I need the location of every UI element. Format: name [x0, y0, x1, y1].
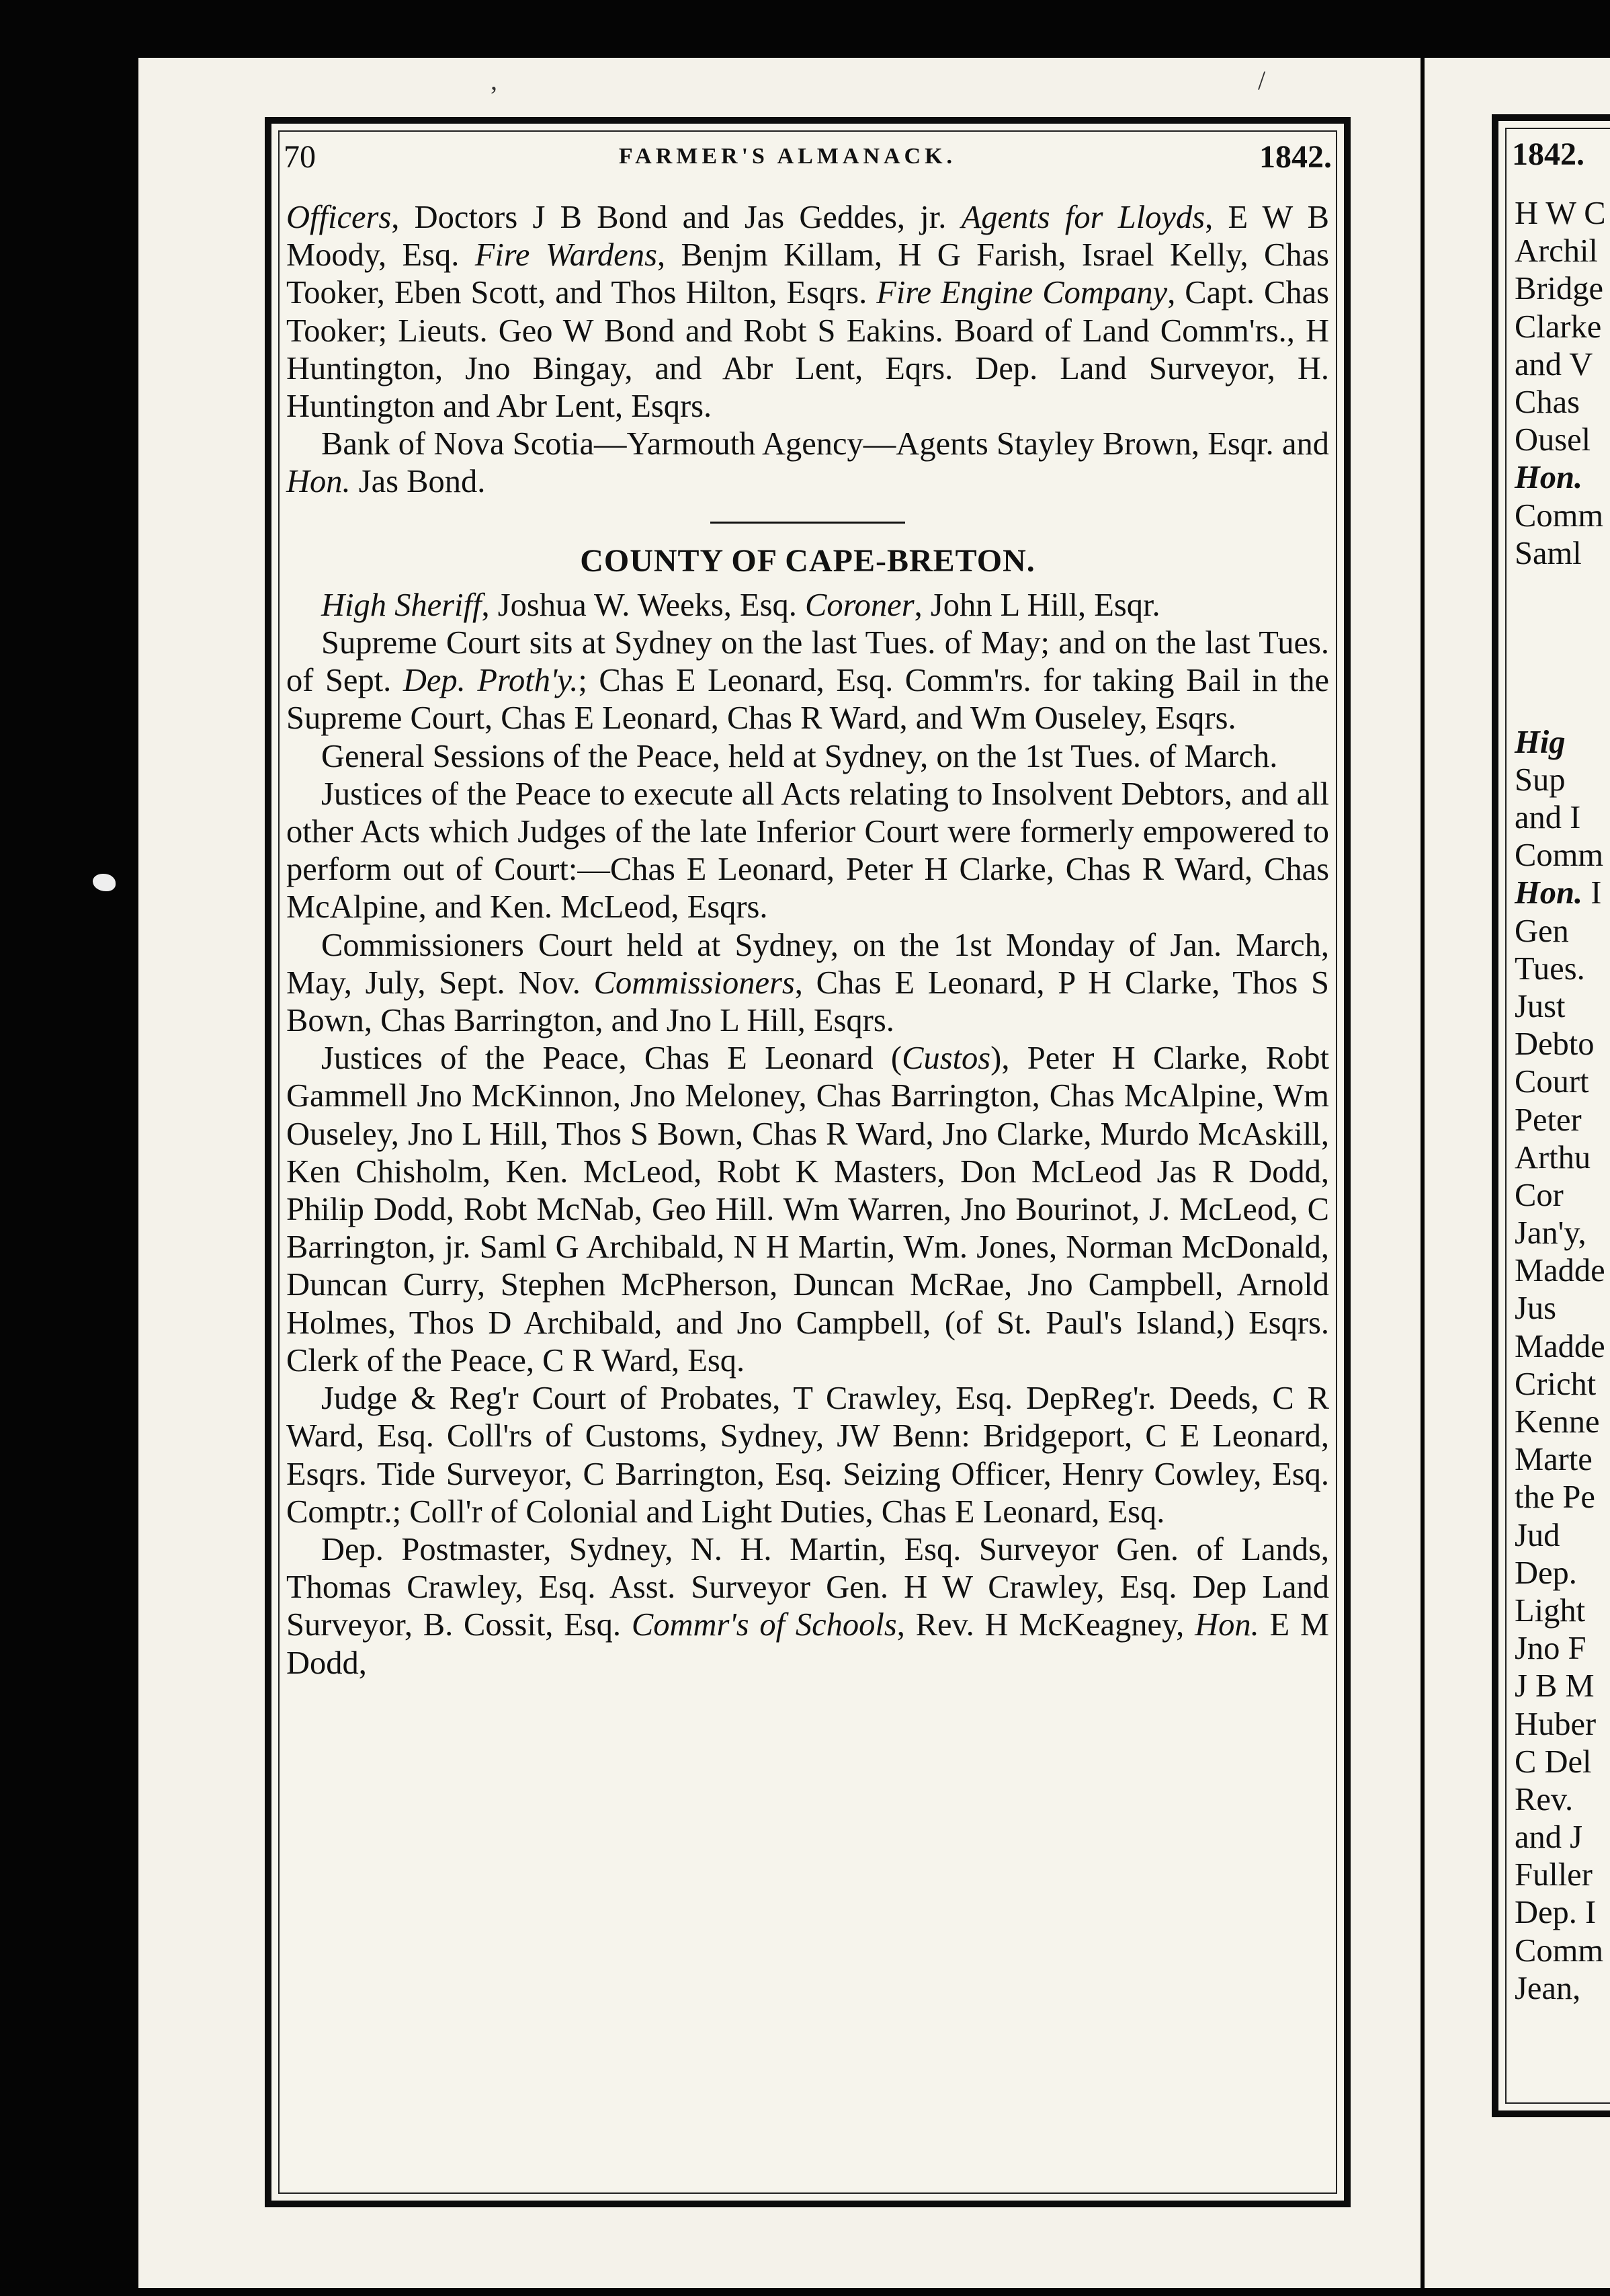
section-divider	[710, 522, 905, 524]
line-fragment	[1515, 573, 1610, 610]
line-fragment: Cor	[1515, 1177, 1564, 1213]
line-fragment: Bridge	[1515, 271, 1604, 307]
paragraph: Commissioners Court held at Sydney, on the 1st Monday of Jan. March, May, July, Sept. Nov. Commissioners, Chas E Leonard, P H Clarke, Thos S Bown, Chas Barrington, and Jno L Hill, Esqrs.	[286, 927, 1329, 1039]
line-fragment: C Del	[1515, 1744, 1592, 1780]
header-year: 1842.	[1259, 138, 1332, 175]
line-fragment	[1515, 686, 1610, 723]
paragraph: Supreme Court sits at Sydney on the last Tues. of May; and on the last Tues. of Sept. Dep. Proth'y.; Chas E Leonard, Esq. Comm'rs. for taking Bail in the Supreme Court, Chas E Leonard, Chas R Ward, and Wm Ouseley, Esqrs.	[286, 625, 1329, 737]
line-fragment: Debto	[1515, 1026, 1595, 1063]
right-page-fragments	[1515, 195, 1610, 2008]
running-header	[284, 133, 1332, 180]
line-fragment: and V	[1515, 346, 1593, 382]
line-fragment: Madde	[1515, 1253, 1605, 1289]
page-number: 70	[284, 138, 316, 175]
line-fragment: Sup	[1515, 762, 1566, 798]
right-header-year: 1842.	[1512, 136, 1584, 172]
line-fragment: Peter	[1515, 1102, 1582, 1138]
line-fragment: Kenne	[1515, 1404, 1600, 1440]
line-fragment: Jud	[1515, 1517, 1560, 1553]
paper-speck	[93, 874, 116, 891]
paragraph: High Sheriff, Joshua W. Weeks, Esq. Coroner, John L Hill, Esqr.	[321, 587, 1160, 623]
line-fragment: Jan'y,	[1515, 1215, 1586, 1252]
right-page-frame	[1492, 114, 1610, 2117]
line-fragment: Hig	[1515, 724, 1566, 760]
margin-mark: ,	[491, 65, 497, 95]
line-fragment: Comm	[1515, 1932, 1604, 1969]
running-title: FARMER'S ALMANACK.	[618, 144, 957, 169]
paragraph: Bank of Nova Scotia—Yarmouth Agency—Agents Stayley Brown, Esqr. and Hon. Jas Bond.	[286, 426, 1329, 500]
line-fragment: Ousel	[1515, 422, 1591, 458]
county-heading: COUNTY OF CAPE-BRETON.	[580, 542, 1035, 579]
paragraph: Justices of the Peace, Chas E Leonard (Custos), Peter H Clarke, Robt Gammell Jno McKinnon, Jno Meloney, Chas Barrington, Chas McAlpine, Wm Ouseley, Jno L Hill, Thos S Bown, Chas R Ward, Jno Clarke, Murdo McAskill, Ken Chisholm, Ken. McLeod, Robt K Masters, Don McLeod Jas R Dodd, Philip Dodd, Robt McNab, Geo Hill. Wm Warren, Jno Bourinot, J. McLeod, C Barrington, jr. Saml G Archibald, N H Martin, Wm. Jones, Norman McDonald, Duncan Curry, Stephen McPherson, Duncan McRae, Jno Campbell, Arnold Holmes, Thos D Archibald, and Jno Campbell, (of St. Paul's Island,) Esqrs. Clerk of the Peace, C R Ward, Esq.	[286, 1040, 1329, 1379]
line-fragment: Chas	[1515, 384, 1580, 420]
line-fragment: Comm	[1515, 837, 1604, 874]
line-fragment: Fuller	[1515, 1857, 1593, 1893]
line-fragment	[1515, 610, 1610, 648]
line-fragment: Madde	[1515, 1328, 1605, 1364]
left-page-frame	[265, 117, 1351, 2207]
paragraph: General Sessions of the Peace, held at Sydney, on the 1st Tues. of March.	[321, 738, 1278, 774]
line-fragment: Dep.	[1515, 1555, 1577, 1591]
line-fragment: Light	[1515, 1592, 1586, 1629]
line-fragment: Dep. I	[1515, 1895, 1597, 1931]
page-body	[286, 199, 1329, 1682]
margin-mark: /	[1258, 65, 1266, 95]
line-fragment: Rev.	[1515, 1781, 1574, 1817]
line-fragment	[1515, 648, 1610, 686]
paragraph: Justices of the Peace to execute all Acts relating to Insolvent Debtors, and all other Acts which Judges of the late Inferior Court were formerly empowered to perform out of Court:—Chas E Leonard, Peter H Clarke, Chas R Ward, Chas McAlpine, and Ken. McLeod, Esqrs.	[286, 776, 1329, 926]
line-fragment: and J	[1515, 1819, 1583, 1856]
paragraph: Officers, Doctors J B Bond and Jas Geddes, jr. Agents for Lloyds, E W B Moody, Esq. Fire Wardens, Benjm Killam, H G Farish, Israel Kelly, Chas Tooker, Eben Scott, and Thos Hilton, Esqrs. Fire Engine Company, Capt. Chas Tooker; Lieuts. Geo W Bond and Robt S Eakins. Board of Land Comm'rs., H Huntington, Jno Bingay, and Abr Lent, Eqrs. Dep. Land Surveyor, H. Huntington and Abr Lent, Esqrs.	[286, 200, 1329, 425]
line-fragment: Arthu	[1515, 1139, 1591, 1176]
line-fragment: Clarke	[1515, 309, 1602, 345]
line-fragment: Cricht	[1515, 1366, 1597, 1402]
line-fragment: Comm	[1515, 497, 1604, 534]
line-fragment: Hon. I	[1515, 875, 1602, 911]
line-fragment: Jean,	[1515, 1970, 1581, 2006]
line-fragment: and I	[1515, 800, 1581, 835]
line-fragment: Saml	[1515, 535, 1582, 571]
line-fragment: Court	[1515, 1064, 1589, 1100]
yarmouth-section	[286, 199, 1329, 501]
line-fragment: H W C	[1515, 196, 1606, 231]
cape-breton-section	[286, 587, 1329, 1682]
line-fragment: Archil	[1515, 233, 1598, 270]
line-fragment: J B M	[1515, 1668, 1595, 1705]
line-fragment: Jus	[1515, 1290, 1556, 1327]
line-fragment: Tues.	[1515, 950, 1585, 987]
line-fragment: Hon.	[1515, 460, 1583, 496]
line-fragment: the Pe	[1515, 1479, 1595, 1516]
line-fragment: Just	[1515, 988, 1566, 1024]
paragraph: Judge & Reg'r Court of Probates, T Crawley, Esq. DepReg'r. Deeds, C R Ward, Esq. Coll'rs of Customs, Sydney, JW Benn: Bridgeport, C E Leonard, Esqrs. Tide Surveyor, C Barrington, Esq. Seizing Officer, Henry Cowley, Esq. Comptr.; Coll'r of Colonial and Light Duties, Chas E Leonard, Esq.	[286, 1381, 1329, 1530]
line-fragment: Huber	[1515, 1706, 1597, 1742]
line-fragment: Marte	[1515, 1442, 1593, 1478]
line-fragment: Jno F	[1515, 1631, 1586, 1667]
paragraph: Dep. Postmaster, Sydney, N. H. Martin, Esq. Surveyor Gen. of Lands, Thomas Crawley, Esq. Asst. Surveyor Gen. H W Crawley, Esq. Dep Land Surveyor, B. Cossit, Esq. Commr's of Schools, Rev. H McKeagney, Hon. E M Dodd,	[286, 1531, 1330, 1681]
line-fragment: Gen	[1515, 913, 1569, 949]
